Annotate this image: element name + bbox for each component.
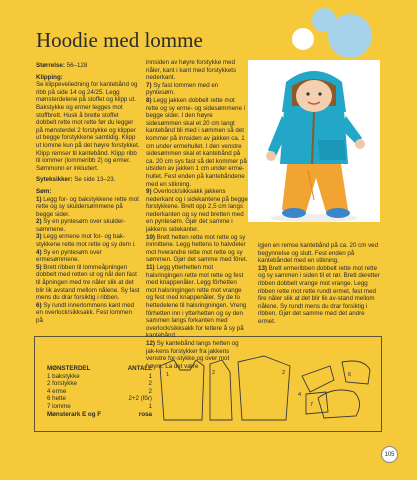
- step-item: [36, 302, 140, 325]
- pattern-piece-front-2: [238, 356, 290, 420]
- step-item: [146, 234, 248, 264]
- child-in-hoodie-illustration: [248, 60, 380, 222]
- part-name: Mønsterark E og F: [47, 410, 101, 418]
- table-row: [47, 388, 152, 396]
- size-label: Størrelse:: [36, 62, 65, 69]
- column-3: [258, 242, 380, 326]
- klipping-text: Se klippeveiledning for kantebånd og ribb på side 14 og 24/25. Legg mønsterdelene på stoffet og klipp ut. Bakstykke og ermer legges mot stoffbrett. Husk å brette stoffet dobbelt rette mot rette før du legger på mønsterdel 2 forstykke og klipper ut begge forstykkene samtidig. Klipp ut lomme kun på det høyre forstykket. Klipp remser til kantebånd. Klipp ribb til lommer (lommeribb 2) og ermer. Sømmonn er inkludert.: [36, 81, 140, 172]
- step-text: Legg jakken dobbelt rette mot rette og sy erme- og sidesømmene i begge sider. I den høyre sidesømmen skal et 20 cm langt kantebånd bli med i sømmen så det kommer på innsiden av jakken ca. 1 cm under ermehullet. I den venstre sidesømmen skal et kantebånd på ca. 20 cm sys fast så det kommer på utsiden av jakken 1 cm under erme-hullet. Fest enden på kantebåndene med en stikning.: [146, 96, 247, 188]
- step-number: 2): [36, 218, 42, 226]
- step-text: Overlock/sikksakk jakkens nederkant og i sidekantene på begge forstykkene. Brett opp 2,5 cm langs nederkanten og sy ned bretten med en pyntesøm. Gjør det samme i jakkens sidekanter.: [146, 188, 248, 234]
- part-qty: 2+2 (fôr): [128, 395, 152, 403]
- step-number: 5): [36, 263, 42, 271]
- step-text: Sy rundt innerlommens kant med en overlock/sikksakk. Fest lommen på: [36, 301, 135, 324]
- part-name: 7 lomme: [47, 402, 71, 410]
- parts-header-name: MØNSTERDEL: [47, 365, 91, 372]
- parts-table: [47, 365, 152, 418]
- page-number: 105: [381, 446, 398, 463]
- step-item: [258, 265, 380, 326]
- sytekniker-label: Syteksikker:: [36, 176, 73, 184]
- step-text: Brett ermeribben dobbelt rette mot rette og sy sammen i siden til et rør. Brett deretter ribben dobbelt vrange mot vrange. Legg ribben rette mot rette rundt ermet, fest med fire nåler slik at det blir lik av-stand mellom nålene. Sy rundt mens du drar forsiktig i ribben. Gjør det samme med det andre ermet.: [258, 264, 380, 325]
- step-number: 9): [146, 188, 152, 196]
- step-text: Brett ribben til lommeåpningen dobbelt med retten ut og nål den fast til åpningen med tre nåler slik at det blir lik avstand mellom nålene. Sy fast mens du drar forsiktig i ribben.: [36, 263, 140, 302]
- som-steps: [36, 196, 140, 325]
- decor-circle-blue-large: [328, 14, 372, 58]
- step-number: 7): [146, 81, 152, 89]
- step-text: Sy en pyntesøm over ermesømmene.: [36, 248, 102, 264]
- som-heading: Søm:: [36, 187, 52, 195]
- sytekniker-value: Se side 13–23.: [72, 176, 116, 184]
- col2-intro: innsiden av høyre forstykke med nåler, kant i kant med forstykkets nederkant.: [146, 59, 237, 82]
- step-item: [146, 97, 248, 188]
- pattern-piece-hood: [318, 390, 360, 418]
- pattern-number: 6: [348, 372, 352, 378]
- step-number: 11): [146, 264, 155, 272]
- klipping-heading: Klipping:: [36, 73, 63, 81]
- step-text: Sy en pyntesøm over skulder-sømmene.: [36, 218, 126, 233]
- step-text: Brett hetten rette mot rette og sy innnittene. Legg hettens to halvdeler mot hverandre rette mot rette og sy sømmen. Gjør det samme med fôret.: [146, 233, 248, 264]
- table-row-sheet: [47, 411, 152, 419]
- step-number: 13): [258, 264, 267, 272]
- pattern-number: 7: [310, 402, 314, 408]
- pattern-piece-front: [210, 360, 232, 420]
- column-1: [36, 62, 140, 325]
- pattern-number: 2: [282, 370, 286, 376]
- parts-header-qty: ANTALL: [127, 365, 152, 372]
- pattern-number: 2: [212, 370, 216, 376]
- step-text: Legg ytterhetten mot halsringingen rette mot rette og fest med knappenåler. Legg fôrhetten mot halsringingen rette mot vrange og fest med knappenåler. Sy de to hettedelene til halsringningen. Vreng fôrhetten inn i ytterhetten og sy den sammen langs forkanten med overlock/sikksakk for lettere å sy på kantebånd.: [146, 264, 247, 340]
- step-text: Legg for- og bakstykkene rette mot rette og sy skuldersømmene på begge sider.: [36, 195, 139, 218]
- size-value: 56–128: [66, 62, 88, 69]
- step-item: [146, 188, 248, 234]
- step-text: Sy kantebånd langs hetten og jak-kens forstykker fra jakkens venstre for-stykke og over mot høyre. La det være: [146, 339, 239, 370]
- step-number: 3): [36, 233, 42, 241]
- part-name: 4 erme: [47, 387, 67, 395]
- part-qty: 2: [148, 387, 152, 395]
- part-name: 1 bakstykke: [47, 372, 80, 380]
- step-number: 10): [146, 233, 155, 241]
- part-qty: 2: [148, 380, 152, 388]
- step-number: 1): [36, 195, 42, 203]
- step-item: [36, 249, 140, 264]
- column-2: [146, 59, 248, 370]
- step-item: [36, 233, 140, 248]
- parts-header: [47, 365, 152, 373]
- table-row: [47, 380, 152, 388]
- step-text: Sy fast lommen med en pyntesøm.: [146, 81, 219, 97]
- pattern-piece-back: [160, 360, 204, 420]
- pattern-number: 1: [166, 372, 170, 378]
- step-item: [146, 82, 248, 97]
- table-row: [47, 403, 152, 411]
- step-number: 12): [146, 339, 155, 347]
- col3-intro: igjen en remse kantebånd på ca. 20 cm ved begynnelse og slutt. Fest enden på kantebåndet med en stikning.: [258, 242, 379, 265]
- part-qty: 1: [148, 402, 152, 410]
- part-name: 6 hette: [47, 395, 66, 403]
- step-item: [36, 218, 140, 233]
- part-qty: 1: [148, 372, 152, 380]
- page-title: Hoodie med lomme: [36, 28, 203, 52]
- step-number: 8): [146, 96, 152, 104]
- step-text: Legg ermene mot for- og bak-stykkene rette mot rette og sy dem i.: [36, 233, 136, 249]
- pattern-piece-hood-2: [342, 361, 370, 384]
- pattern-number: 4: [298, 392, 302, 398]
- part-qty: rosa: [138, 410, 152, 418]
- product-photo: [248, 60, 380, 222]
- pattern-pieces: [160, 356, 370, 420]
- part-name: 2 forstykke: [47, 380, 77, 388]
- step-item: [36, 196, 140, 219]
- step-item: [36, 264, 140, 302]
- decor-circle-white: [292, 28, 314, 50]
- pattern-piece-sleeve: [302, 366, 334, 392]
- table-row: [47, 395, 152, 403]
- step-number: 6): [36, 301, 42, 309]
- step-item: [146, 264, 248, 340]
- table-row: [47, 373, 152, 381]
- step-number: 4): [36, 248, 42, 256]
